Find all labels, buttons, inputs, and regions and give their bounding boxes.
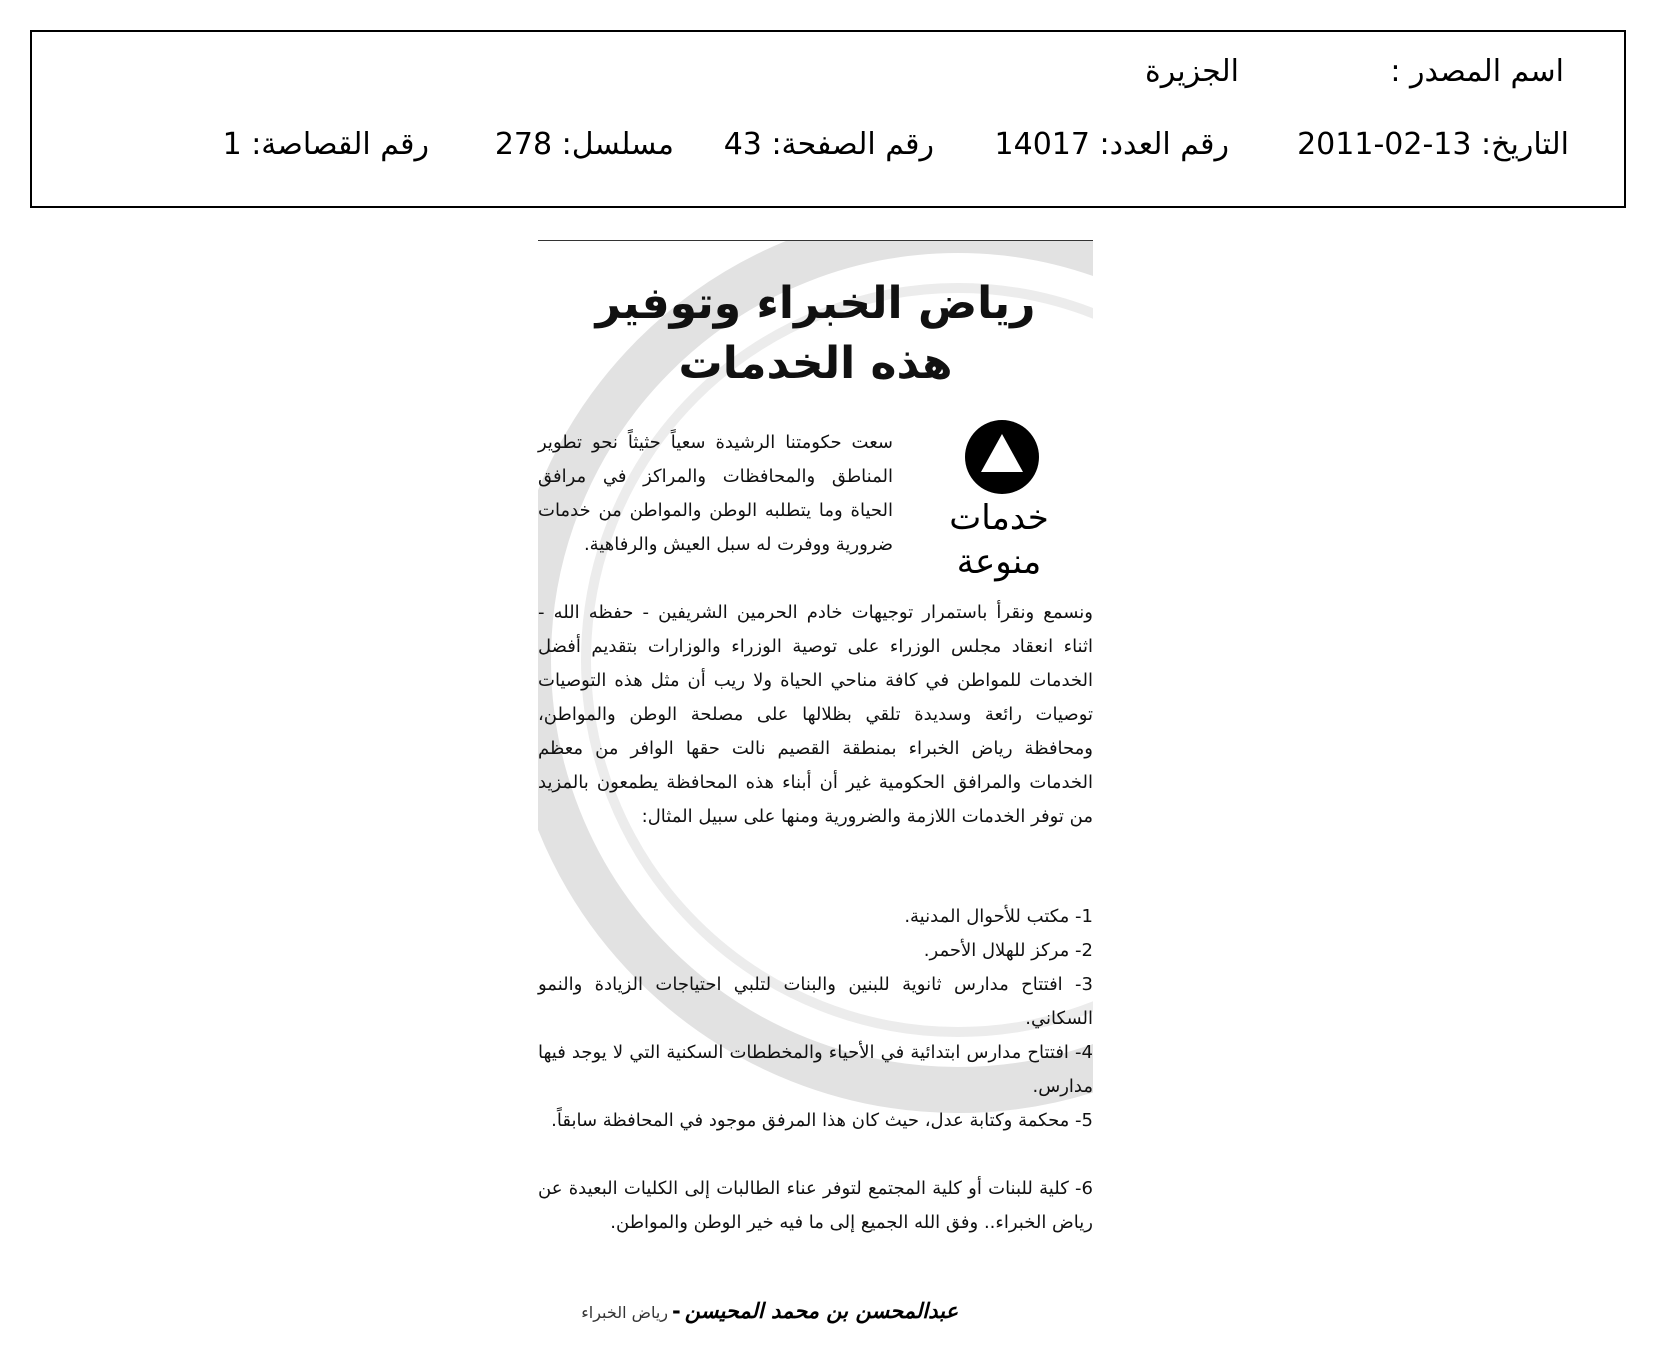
headline-line-1: رياض الخبراء وتوفير <box>595 278 1036 329</box>
author-name: عبدالمحسن بن محمد المحيسن <box>684 1298 958 1323</box>
serial-number-field: مسلسل: 278 <box>494 127 674 162</box>
date-field: التاريخ: 13-02-2011 <box>1297 127 1569 162</box>
column-name: خدمات منوعة <box>949 498 1049 582</box>
intro-paragraph: سعت حكومتنا الرشيدة سعياً حثيثاً نحو تطوير المناطق والمحافظات والمراكز في مرافق الحياة وما يتطلبه الوطن والمواطن من خدمات ضرورية ووفرت له سبل العيش والرفاهية. <box>538 432 893 555</box>
page-number-field: رقم الصفحة: 43 <box>723 127 934 162</box>
list-item-6: 6- كلية للبنات أو كلية المجتمع لتوفر عناء الطالبات إلى الكليات البعيدة عن رياض الخبراء.. وفق الله الجميع إلى ما فيه خير الوطن والمواطن. <box>538 1178 1093 1233</box>
top-rule <box>538 240 1093 241</box>
byline <box>538 1298 958 1323</box>
article-clipping <box>538 240 1093 1340</box>
list-item-5: 5- محكمة وكتابة عدل، حيث كان هذا المرفق موجود في المحافظة سابقاً. <box>551 1110 1093 1131</box>
list-item-4: 4- افتتاح مدارس ابتدائية في الأحياء والمخططات السكنية التي لا يوجد فيها مدارس. <box>538 1042 1093 1097</box>
byline-separator: - <box>672 1299 681 1323</box>
issue-number-field: رقم العدد: 14017 <box>994 127 1229 162</box>
headline-line-2: هذه الخدمات <box>678 338 953 389</box>
clipping-number-field: رقم القصاصة: 1 <box>222 127 429 162</box>
source-label: اسم المصدر : <box>1390 54 1564 89</box>
clipping-header-box <box>30 30 1626 208</box>
column-logo <box>905 420 1093 582</box>
body-paragraph: ونسمع ونقرأ باستمرار توجيهات خادم الحرمين الشريفين - حفظه الله - اثناء انعقاد مجلس الوزراء على توصية الوزراء والوزارات بتقديم أفضل الخدمات للمواطن في كافة مناحي الحياة ولا ريب أن مثل هذه التوصيات توصيات رائعة وسديدة تلقي بظلالها على مصلحة الوطن والمواطن، ومحافظة رياض الخبراء بمنطقة القصيم نالت حقها الوافر من معظم الخدمات والمرافق الحكومية غير أن أبناء هذه المحافظة يطمعون بالمزيد من توفر الخدمات اللازمة والضرورية ومنها على سبيل المثال: <box>538 602 1093 827</box>
triangle-in-circle-icon <box>965 420 1039 494</box>
source-value: الجزيرة <box>1144 54 1239 89</box>
list-item-2: 2- مركز للهلال الأحمر. <box>923 940 1093 961</box>
author-location: رياض الخبراء <box>581 1303 669 1322</box>
list-item-3: 3- افتتاح مدارس ثانوية للبنين والبنات لتلبي احتياجات الزيادة والنمو السكاني. <box>538 974 1093 1029</box>
list-item-1: 1- مكتب للأحوال المدنية. <box>904 906 1093 927</box>
